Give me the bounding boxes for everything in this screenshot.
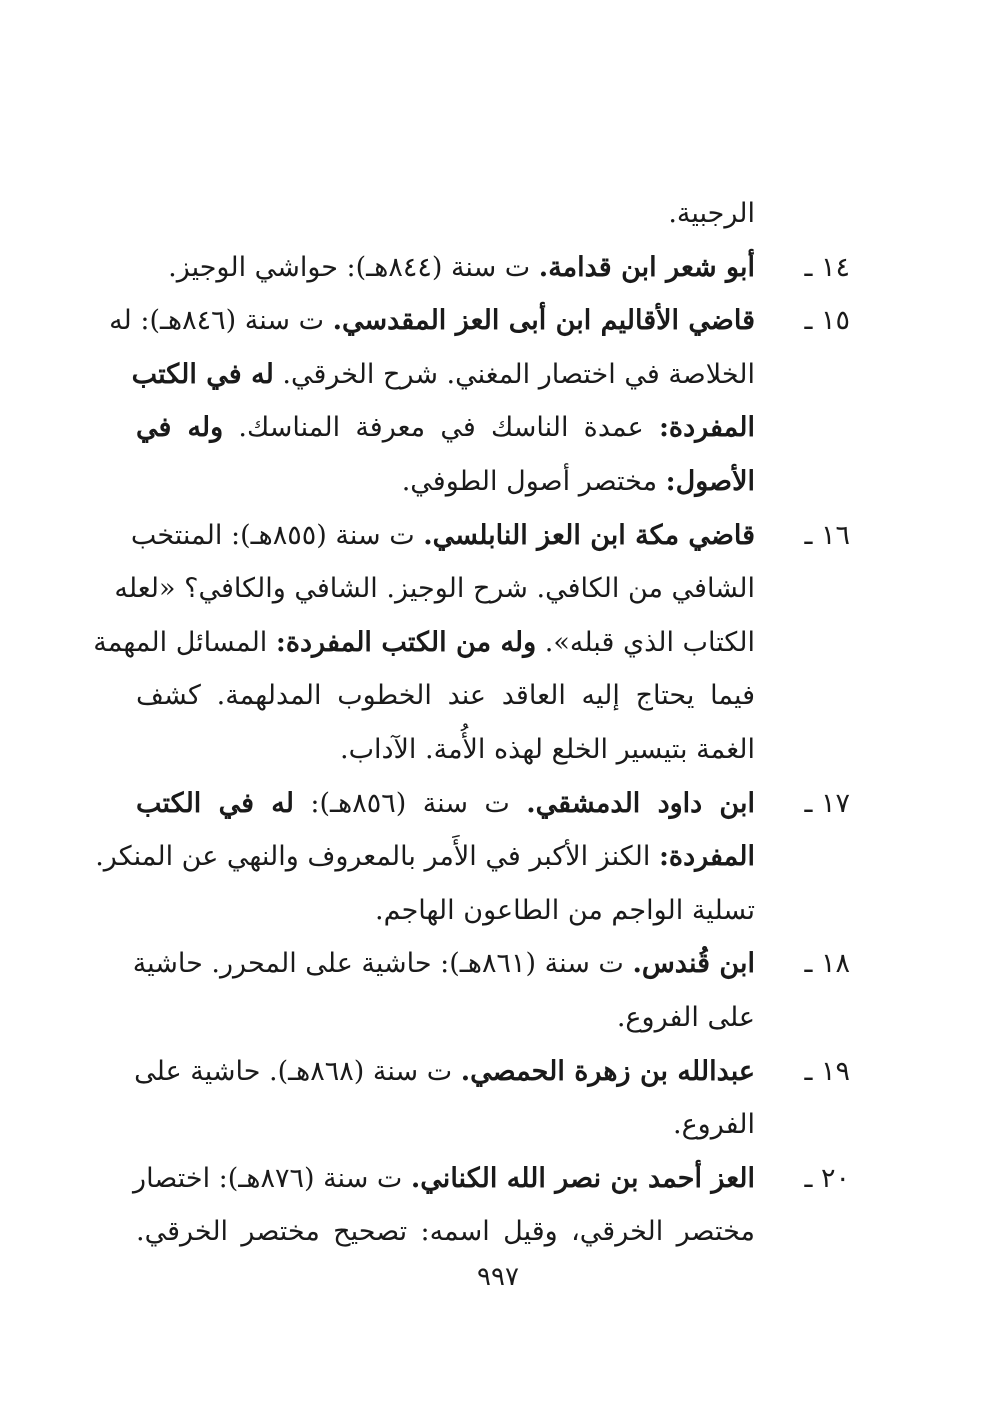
bold-text: له في الكتب: [131, 359, 274, 390]
text-run: تسلية الواجم من الطاعون الهاجم.: [375, 895, 755, 926]
bold-text: الأصول:: [665, 466, 755, 497]
bold-text: العز أحمد بن نصر الله الكناني.: [410, 1163, 755, 1194]
entry-number: ١٧ ـ: [804, 788, 850, 819]
bold-text: وله في: [136, 412, 224, 443]
text-line: [93, 616, 755, 670]
text-line: [95, 830, 755, 884]
bold-text: المفردة:: [658, 841, 755, 872]
entry-number: ٢٠ ـ: [804, 1163, 850, 1194]
text-run: ت سنة (٨٧٦هـ): اختصار: [133, 1163, 411, 1194]
entry-first-line: [130, 509, 755, 563]
bold-text: وله من الكتب المفردة:: [275, 627, 537, 658]
entry-first-line: [132, 937, 755, 991]
text-run: ت سنة (٨٥٥هـ): المنتخب: [130, 520, 424, 551]
entry-first-line: [136, 1045, 755, 1099]
text-line: [136, 669, 755, 723]
text-run: مختصر أصول الطوفي.: [401, 466, 666, 497]
text-run: على الفروع.: [616, 1002, 755, 1033]
text-run: عمدة الناسك في معرفة المناسك.: [223, 412, 659, 443]
bold-text: المفردة:: [658, 412, 755, 443]
text-run: مختصر الخرقي، وقيل اسمه:: [407, 1216, 755, 1247]
text-run: الرجبية.: [668, 198, 755, 229]
entry-first-line: [136, 241, 755, 295]
text-run: الكنز الأكبر في الأَمر بالمعروف والنهي عن المنكر.: [95, 841, 659, 872]
text-run: الكتاب الذي قبله».: [536, 627, 755, 658]
bold-text: ابن قُندس.: [632, 948, 755, 979]
bold-text: قاضي مكة ابن العز النابلسي.: [423, 520, 755, 551]
text-run: الفروع.: [672, 1109, 755, 1140]
text-run: الغمة بتيسير الخلع لهذه الأُمة. الآداب.: [340, 734, 755, 765]
text-line: [136, 187, 755, 241]
entry-number: ١٤ ـ: [804, 252, 850, 283]
bold-text: له في الكتب: [136, 788, 294, 819]
entry-number: ١٥ ـ: [804, 305, 850, 336]
text-line: [114, 562, 755, 616]
text-line: [136, 723, 755, 777]
text-line: [136, 1098, 755, 1152]
text-line: [136, 401, 755, 455]
bold-text: ابن داود الدمشقي.: [526, 788, 755, 819]
bold-text: أبو شعر ابن قدامة.: [538, 252, 755, 283]
entry-number: ١٦ ـ: [804, 520, 850, 551]
bold-text: قاضي الأقاليم ابن أبى العز المقدسي.: [332, 305, 755, 336]
text-run: ت سنة (٨٥٦هـ):: [293, 788, 527, 819]
text-run: ت سنة (٨٤٤هـ): حواشي الوجيز.: [168, 252, 539, 283]
text-run: فيما يحتاج إليه العاقد عند الخطوب المدلهمة. كشف: [136, 680, 755, 711]
bold-text: عبدالله بن زهرة الحمصي.: [460, 1056, 755, 1087]
text-run: ت سنة (٨٦١هـ): حاشية على المحرر. حاشية: [132, 948, 633, 979]
entry-first-line: [133, 1152, 755, 1206]
entry-first-line: [109, 294, 755, 348]
text-run: ت سنة (٨٦٨هـ). حاشية على: [134, 1056, 461, 1087]
text-line: [136, 455, 755, 509]
text-run: الخلاصة في اختصار المغني. شرح الخرقي.: [273, 359, 755, 390]
text-line: [131, 348, 755, 402]
text-run: ت سنة (٨٤٦هـ): له: [109, 305, 333, 336]
entry-number: ١٩ ـ: [804, 1056, 850, 1087]
text-line: [136, 991, 755, 1045]
entry-number: ١٨ ـ: [804, 948, 850, 979]
page-number: ٩٩٧: [477, 1262, 519, 1292]
text-run: الشافي من الكافي. شرح الوجيز. الشافي والكافي؟ «لعله: [114, 573, 755, 604]
text-run: تصحيح مختصر الخرقي.: [136, 1216, 408, 1247]
entry-first-line: [136, 777, 755, 831]
text-run: المسائل المهمة: [93, 627, 276, 658]
text-line: [136, 884, 755, 938]
text-line: [136, 1205, 755, 1259]
